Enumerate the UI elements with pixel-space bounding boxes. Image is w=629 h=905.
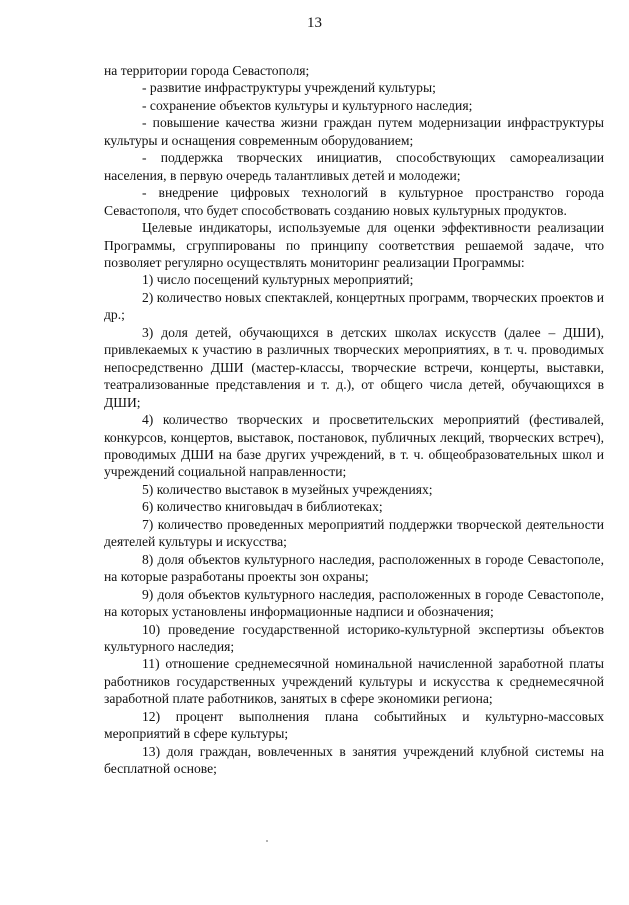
indicator-11: 11) отношение среднемесячной номинальной начисленной заработной платы работников государственных учреждений культуры и искусства к среднемесячной заработной плате работников, занятых в сфере экономики региона; (104, 656, 604, 707)
list-item-infrastructure: - развитие инфраструктуры учреждений культуры; (142, 80, 436, 96)
list-item-quality-of-life: - повышение качества жизни граждан путем модернизации инфраструктуры культуры и оснащения современным оборудованием; (104, 115, 604, 148)
page-number: 13 (307, 15, 322, 31)
indicator-13: 13) доля граждан, вовлеченных в занятия учреждений клубной системы на бесплатной основе; (104, 743, 604, 777)
indicator-2: 2) количество новых спектаклей, концертных программ, творческих проектов и др.; (104, 289, 604, 323)
indicator-5: 5) количество выставок в музейных учреждениях; (142, 481, 433, 497)
document-body (104, 62, 604, 778)
paragraph-continuation: на территории города Севастополя; (104, 63, 310, 78)
indicator-9: 9) доля объектов культурного наследия, расположенных в городе Севастополе, на которых установлены информационные надписи и обозначения; (104, 586, 604, 620)
list-item-heritage: - сохранение объектов культуры и культурного наследия; (142, 97, 473, 113)
list-item-creative-initiatives: - поддержка творческих инициатив, способствующих самореализации населения, в первую очередь талантливых детей и молодежи; (104, 150, 604, 183)
indicator-1: 1) число посещений культурных мероприятий; (142, 272, 414, 288)
indicator-12: 12) процент выполнения плана событийных и культурно-массовых мероприятий в сфере культуры; (104, 708, 604, 742)
list-item-digital-technologies: - внедрение цифровых технологий в культурное пространство города Севастополя, что будет способствовать созданию новых культурных продуктов. (104, 185, 604, 218)
indicator-4: 4) количество творческих и просветительских мероприятий (фестивалей, конкурсов, концертов, выставок, постановок, публичных лекций, творческих встреч), проводимых ДШИ на базе других учреждений, в т. ч. общеобразовательных школ и учреждений социальной направленности; (104, 412, 604, 480)
indicator-8: 8) доля объектов культурного наследия, расположенных в городе Севастополе, на которые разработаны проекты зон охраны; (104, 551, 604, 585)
indicator-6: 6) количество книговыдач в библиотеках; (142, 499, 383, 515)
scan-speck (266, 840, 268, 842)
paragraph-target-indicators: Целевые индикаторы, используемые для оценки эффективности реализации Программы, сгруппированы по принципу соответствия решаемой задаче, что позволяет регулярно осуществлять мониторинг реализации Программы: (104, 220, 604, 270)
indicator-10: 10) проведение государственной историко-культурной экспертизы объектов культурного наследия; (104, 621, 604, 654)
indicator-3: 3) доля детей, обучающихся в детских школах искусств (далее – ДШИ), привлекаемых к участию в различных творческих мероприятиях, в т. ч. проводимых непосредственно ДШИ (мастер-классы, творческие встречи, концерты, выставки, театрализованные представления и т. д.), от общего числа детей, обучающихся в ДШИ; (104, 324, 604, 410)
indicator-7: 7) количество проведенных мероприятий поддержки творческой деятельности деятелей культуры и искусства; (104, 516, 604, 550)
